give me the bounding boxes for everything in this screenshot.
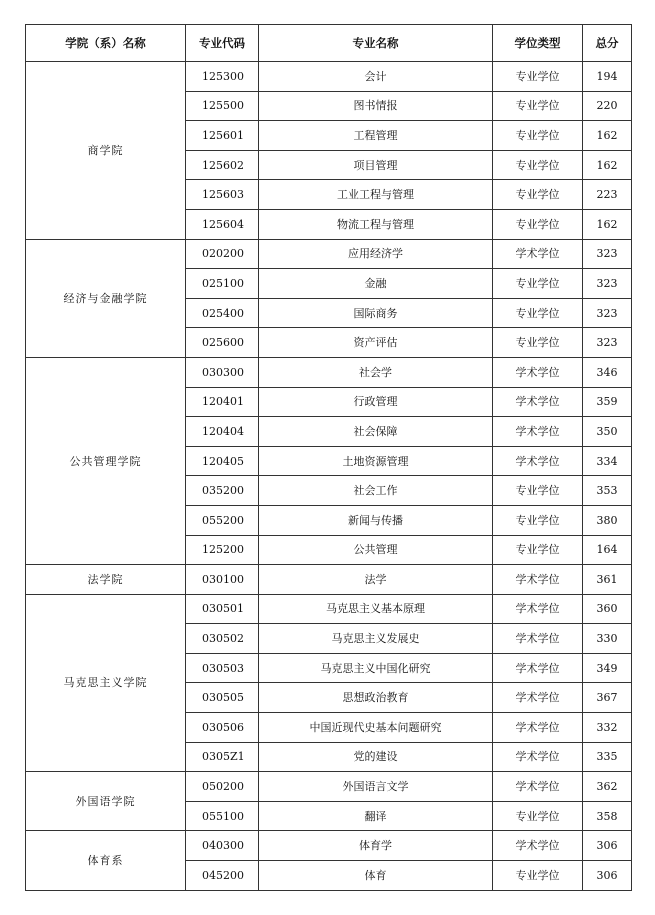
major-code-cell: 030505 [186,683,259,713]
major-name-cell: 土地资源管理 [259,446,493,476]
degree-type-cell: 学术学位 [493,831,583,861]
degree-type-cell: 学术学位 [493,387,583,417]
degree-type-cell: 学术学位 [493,683,583,713]
major-name-cell: 物流工程与管理 [259,209,493,239]
table-row [26,831,632,861]
degree-type-cell: 学术学位 [493,357,583,387]
major-code-cell: 0305Z1 [186,742,259,772]
major-code-cell: 035200 [186,476,259,506]
degree-type-cell: 学术学位 [493,417,583,447]
major-code-cell: 125300 [186,62,259,92]
header-code: 专业代码 [186,25,259,62]
college-name-cell: 马克思主义学院 [26,594,186,772]
major-code-cell: 025600 [186,328,259,358]
major-name-cell: 社会工作 [259,476,493,506]
table-row [26,357,632,387]
degree-type-cell: 专业学位 [493,801,583,831]
degree-type-cell: 学术学位 [493,772,583,802]
major-code-cell: 025400 [186,298,259,328]
college-name-cell: 商学院 [26,62,186,240]
degree-type-cell: 学术学位 [493,713,583,743]
degree-type-cell: 学术学位 [493,742,583,772]
table-row [26,594,632,624]
degree-type-cell: 学术学位 [493,239,583,269]
degree-type-cell: 专业学位 [493,476,583,506]
major-name-cell: 金融 [259,269,493,299]
major-name-cell: 项目管理 [259,150,493,180]
major-code-cell: 030503 [186,653,259,683]
degree-type-cell: 专业学位 [493,91,583,121]
major-code-cell: 040300 [186,831,259,861]
major-code-cell: 030300 [186,357,259,387]
major-code-cell: 050200 [186,772,259,802]
total-score-cell: 349 [583,653,632,683]
major-code-cell: 125603 [186,180,259,210]
major-name-cell: 应用经济学 [259,239,493,269]
total-score-cell: 380 [583,505,632,535]
degree-type-cell: 专业学位 [493,209,583,239]
degree-type-cell: 专业学位 [493,328,583,358]
table-body [26,62,632,891]
major-code-cell: 125604 [186,209,259,239]
total-score-cell: 323 [583,298,632,328]
college-name-cell: 外国语学院 [26,772,186,831]
major-name-cell: 马克思主义中国化研究 [259,653,493,683]
major-code-cell: 125500 [186,91,259,121]
major-name-cell: 外国语言文学 [259,772,493,802]
major-name-cell: 法学 [259,565,493,595]
total-score-cell: 323 [583,239,632,269]
total-score-cell: 306 [583,831,632,861]
major-code-cell: 030501 [186,594,259,624]
score-table [25,24,632,891]
major-code-cell: 025100 [186,269,259,299]
header-degree: 学位类型 [493,25,583,62]
total-score-cell: 367 [583,683,632,713]
degree-type-cell: 学术学位 [493,653,583,683]
degree-type-cell: 学术学位 [493,624,583,654]
total-score-cell: 332 [583,713,632,743]
degree-type-cell: 学术学位 [493,446,583,476]
degree-type-cell: 专业学位 [493,62,583,92]
total-score-cell: 220 [583,91,632,121]
major-code-cell: 120401 [186,387,259,417]
major-name-cell: 图书情报 [259,91,493,121]
major-name-cell: 公共管理 [259,535,493,565]
table-row [26,772,632,802]
major-code-cell: 045200 [186,861,259,891]
table-row [26,239,632,269]
total-score-cell: 194 [583,62,632,92]
major-code-cell: 125200 [186,535,259,565]
major-name-cell: 国际商务 [259,298,493,328]
total-score-cell: 162 [583,209,632,239]
header-row [26,25,632,62]
total-score-cell: 335 [583,742,632,772]
total-score-cell: 360 [583,594,632,624]
major-name-cell: 党的建设 [259,742,493,772]
major-code-cell: 125602 [186,150,259,180]
major-name-cell: 翻译 [259,801,493,831]
major-code-cell: 030506 [186,713,259,743]
major-name-cell: 体育 [259,861,493,891]
major-code-cell: 020200 [186,239,259,269]
degree-type-cell: 专业学位 [493,121,583,151]
major-code-cell: 055200 [186,505,259,535]
total-score-cell: 323 [583,328,632,358]
degree-type-cell: 学术学位 [493,565,583,595]
total-score-cell: 358 [583,801,632,831]
degree-type-cell: 专业学位 [493,180,583,210]
degree-type-cell: 专业学位 [493,269,583,299]
header-score: 总分 [583,25,632,62]
degree-type-cell: 专业学位 [493,150,583,180]
major-name-cell: 马克思主义发展史 [259,624,493,654]
total-score-cell: 350 [583,417,632,447]
degree-type-cell: 专业学位 [493,298,583,328]
major-name-cell: 会计 [259,62,493,92]
total-score-cell: 334 [583,446,632,476]
major-name-cell: 新闻与传播 [259,505,493,535]
total-score-cell: 346 [583,357,632,387]
major-code-cell: 125601 [186,121,259,151]
major-code-cell: 120404 [186,417,259,447]
major-code-cell: 030502 [186,624,259,654]
total-score-cell: 323 [583,269,632,299]
major-name-cell: 中国近现代史基本问题研究 [259,713,493,743]
major-name-cell: 社会保障 [259,417,493,447]
total-score-cell: 362 [583,772,632,802]
header-major: 专业名称 [259,25,493,62]
degree-type-cell: 专业学位 [493,861,583,891]
score-table-container [25,24,631,891]
major-name-cell: 行政管理 [259,387,493,417]
major-code-cell: 030100 [186,565,259,595]
total-score-cell: 330 [583,624,632,654]
major-name-cell: 资产评估 [259,328,493,358]
degree-type-cell: 专业学位 [493,535,583,565]
college-name-cell: 经济与金融学院 [26,239,186,357]
major-name-cell: 思想政治教育 [259,683,493,713]
major-code-cell: 055100 [186,801,259,831]
total-score-cell: 353 [583,476,632,506]
degree-type-cell: 专业学位 [493,505,583,535]
total-score-cell: 359 [583,387,632,417]
total-score-cell: 164 [583,535,632,565]
total-score-cell: 162 [583,121,632,151]
major-name-cell: 工程管理 [259,121,493,151]
header-college: 学院（系）名称 [26,25,186,62]
college-name-cell: 法学院 [26,565,186,595]
table-row [26,565,632,595]
college-name-cell: 体育系 [26,831,186,890]
major-name-cell: 马克思主义基本原理 [259,594,493,624]
total-score-cell: 306 [583,861,632,891]
degree-type-cell: 学术学位 [493,594,583,624]
total-score-cell: 223 [583,180,632,210]
table-row [26,62,632,92]
college-name-cell: 公共管理学院 [26,357,186,564]
total-score-cell: 162 [583,150,632,180]
major-name-cell: 体育学 [259,831,493,861]
total-score-cell: 361 [583,565,632,595]
major-name-cell: 社会学 [259,357,493,387]
major-code-cell: 120405 [186,446,259,476]
major-name-cell: 工业工程与管理 [259,180,493,210]
